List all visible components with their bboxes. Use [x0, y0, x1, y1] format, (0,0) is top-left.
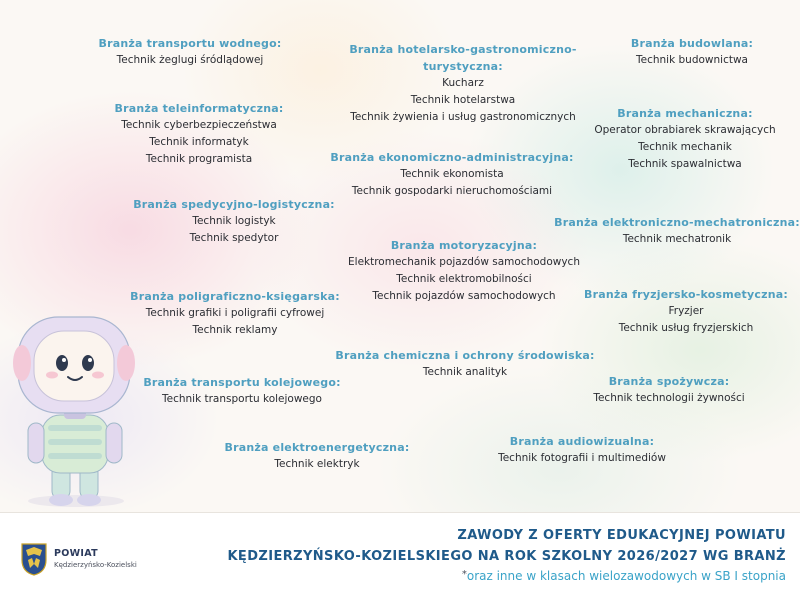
coat-of-arms-icon: [20, 542, 48, 576]
profession-item: Technik spawalnictwa: [628, 158, 742, 170]
branch-heading: Branża fryzjersko-kosmetyczna:: [584, 288, 788, 301]
branch-chemiczna: [335, 347, 594, 381]
poster-title: [227, 525, 786, 567]
profession-item: Technik programista: [145, 153, 253, 165]
branch-heading: Branża spedycyjno-logistyczna:: [133, 198, 335, 211]
branch-heading: Branża mechaniczna:: [617, 107, 753, 120]
profession-item: Technik gospodarki nieruchomościami: [351, 185, 553, 197]
branch-heading: Branża transportu wodnego:: [98, 37, 282, 50]
branch-audiowizualna: [498, 433, 666, 467]
profession-item: Technik fotografii i multimediów: [498, 452, 666, 464]
logo-subtitle: Kędzierzyńsko-Kozielski: [54, 561, 137, 569]
profession-item: Technik hotelarstwa: [410, 94, 516, 106]
branch-fryzjersko-kosmetyczna: [584, 286, 788, 337]
profession-item: Technik żywienia i usług gastronomicznych: [350, 111, 576, 123]
branch-elektroenergetyczna: [225, 439, 410, 473]
profession-item: Technik budownictwa: [635, 54, 748, 66]
profession-item: Technik reklamy: [192, 324, 278, 336]
profession-item: Technik transportu kolejowego: [161, 393, 322, 405]
profession-item: Technik elektryk: [274, 458, 360, 470]
branch-motoryzacyjna: [348, 237, 580, 305]
footnote-text: oraz inne w klasach wielozawodowych w SB I stopnia: [466, 569, 786, 583]
profession-item: Elektromechanik pojazdów samochodowych: [348, 256, 580, 268]
profession-item: Technik mechatronik: [622, 233, 732, 245]
profession-item: Technik spedytor: [189, 232, 279, 244]
branch-ekonomiczno-administracyjna: [330, 149, 573, 200]
branch-heading: Branża elektroenergetyczna:: [224, 441, 410, 454]
branch-hotelarsko-gastronomiczno: [349, 41, 576, 126]
profession-item: Technik mechanik: [638, 141, 732, 153]
footnote: [462, 567, 786, 584]
logo-name: POWIAT: [54, 548, 98, 559]
branch-heading: Branża audiowizualna:: [509, 435, 655, 448]
branch-elektroniczno-mechatroniczna: [554, 214, 800, 248]
poster-title-line: ZAWODY Z OFERTY EDUKACYJNEJ POWIATU: [457, 528, 786, 543]
branch-heading: Branża transportu kolejowego:: [143, 376, 341, 389]
profession-item: Fryzjer: [668, 305, 704, 317]
profession-item: Technik żeglugi śródlądowej: [116, 54, 264, 66]
branch-transport-wodny: [99, 35, 282, 69]
branch-heading: Branża hotelarsko-gastronomiczno-: [349, 43, 577, 56]
branch-heading: Branża elektroniczno-mechatroniczna:: [554, 216, 800, 229]
branch-heading: Branża ekonomiczno-administracyjna:: [330, 151, 574, 164]
profession-item: Technik logistyk: [192, 215, 276, 227]
profession-item: Technik informatyk: [149, 136, 249, 148]
branch-heading: Branża chemiczna i ochrony środowiska:: [335, 349, 595, 362]
profession-item: Technik ekonomista: [400, 168, 504, 180]
profession-item: Technik grafiki i poligrafii cyfrowej: [145, 307, 325, 319]
branch-heading: Branża motoryzacyjna:: [390, 239, 538, 252]
profession-item: Operator obrabiarek skrawających: [594, 124, 776, 136]
branch-spedycyjno-logistyczna: [133, 196, 335, 247]
profession-item: Technik elektromobilności: [396, 273, 532, 285]
branch-budowlana: [631, 35, 753, 69]
branch-heading-continued: turystyczna:: [423, 60, 503, 73]
profession-item: Technik cyberbezpieczeństwa: [121, 119, 277, 131]
branch-heading: Branża teleinformatyczna:: [114, 102, 284, 115]
footnote-asterisk: *: [461, 569, 467, 580]
branch-heading: Branża budowlana:: [630, 37, 754, 50]
branch-mechaniczna: [594, 105, 775, 173]
branch-poligraficzno-ksiegarska: [130, 288, 340, 339]
profession-item: Kucharz: [442, 77, 484, 89]
poster-title-line: KĘDZIERZYŃSKO-KOZIELSKIEGO NA ROK SZKOLNY 2026/2027 WG BRANŻ: [227, 549, 786, 564]
powiat-logo: [20, 542, 170, 578]
robot-mascot-illustration: [8, 305, 138, 510]
profession-item: Technik pojazdów samochodowych: [372, 290, 556, 302]
branch-transport-kolejowy: [143, 374, 340, 408]
profession-item: Technik usług fryzjerskich: [618, 322, 754, 334]
branch-heading: Branża spożywcza:: [608, 375, 730, 388]
profession-item: Technik analityk: [422, 366, 508, 378]
branch-spozywcza: [593, 373, 744, 407]
branch-teleinformatyczna: [115, 100, 284, 168]
branch-heading: Branża poligraficzno-księgarska:: [130, 290, 340, 303]
profession-item: Technik technologii żywności: [593, 392, 745, 404]
